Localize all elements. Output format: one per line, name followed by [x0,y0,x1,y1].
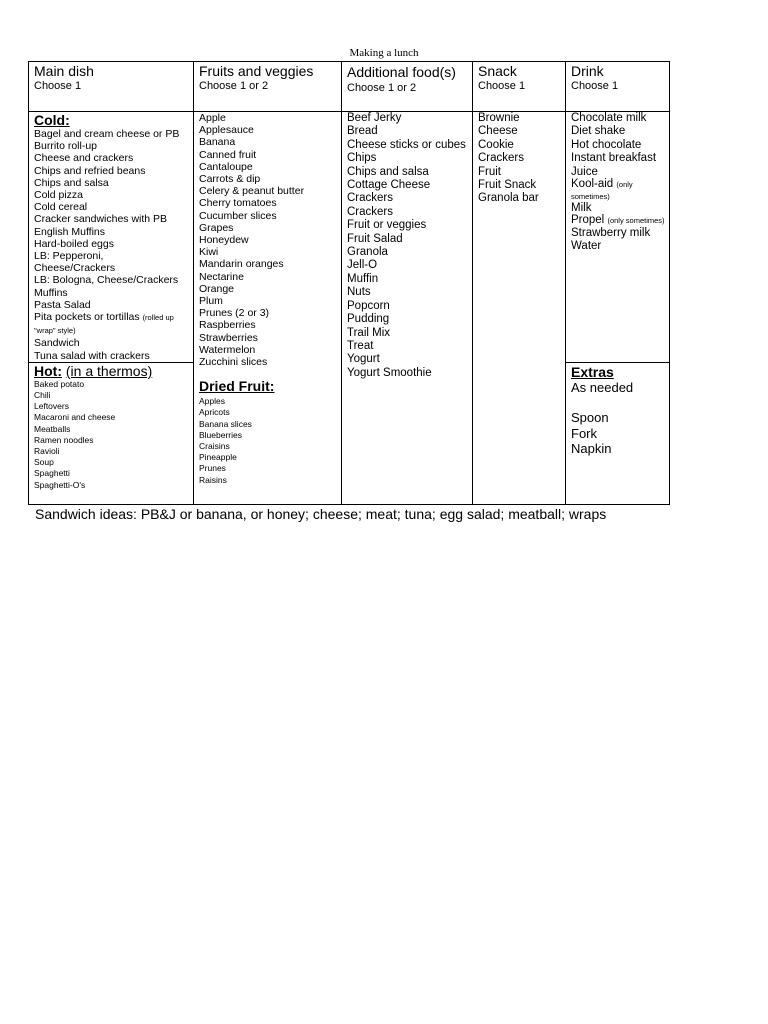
extras-list [571,380,669,457]
list-item: Spaghetti-O's [34,479,86,490]
column-title: Snack [478,63,517,79]
list-item: Cantaloupe [199,160,253,173]
list-item: Cold cereal [34,201,88,214]
list-item: Cracker sandwiches with PB [34,213,168,226]
pita-note: (rolled up "wrap" style) [34,313,174,336]
list-item: Apple [199,112,226,124]
list-item: Hot chocolate [571,138,642,151]
list-item: Juice [571,165,598,178]
list-item: Muffin [347,272,379,285]
column-subtitle: Choose 1 [571,80,619,92]
additional-foods-cell [342,112,473,505]
fruits-veggies-list [199,112,341,368]
column-title: Additional food(s) [347,64,456,80]
list-item: Canned fruit [199,148,257,161]
list-item: Trail Mix [347,326,391,339]
column-subtitle: Choose 1 [34,80,82,92]
list-item: Crackers [347,205,394,218]
list-item: Plum [199,295,223,308]
list-item: Bagel and cream cheese or PB [34,128,180,140]
list-item: Brownie [478,112,520,124]
list-item: Chips and salsa [34,176,109,189]
list-item: Fruit or veggies [347,219,427,232]
snack-cell [473,112,566,505]
list-item: Banana [199,136,236,149]
hot-cell [29,362,194,504]
list-item: Prunes [199,463,226,474]
list-item: Fruit Snack [478,179,537,192]
list-item: Carrots & dip [199,173,261,186]
spacer [571,395,669,410]
list-item: Raisins [199,474,227,485]
list-item: Fork [571,425,597,441]
list-item: Ravioli [34,446,60,457]
list-item: Chips [347,152,377,165]
list-item: Mandarin oranges [199,258,284,271]
list-item: Granola bar [478,192,539,205]
list-item: English Muffins [34,225,106,238]
list-item: LB: Pepperoni, [34,250,104,263]
lunch-table [28,61,670,505]
list-item: Kiwi [199,246,219,259]
list-item: Strawberry milk [571,226,651,239]
list-item: Napkin [571,441,612,457]
dried-fruit-title: Dried Fruit: [199,378,275,395]
header-snack [473,62,566,112]
pita-text: Pita pockets or tortillas [34,311,140,324]
list-item [571,179,669,202]
list-item: Milk [571,202,592,215]
page-title: Making a lunch [349,47,419,59]
list-item: Apricots [199,407,230,418]
header-main-dish [29,62,194,112]
list-item: Popcorn [347,299,390,312]
list-item: Treat [347,339,374,352]
propel-note: (only sometimes) [607,216,665,226]
list-item: Cold pizza [34,189,84,202]
list-item: Hard-boiled eggs [34,237,114,250]
hot-list [34,379,193,491]
list-item: Tuna salad with crackers [34,349,150,362]
list-item: Baked potato [34,378,85,389]
list-item: Muffins [34,286,68,299]
header-row [29,62,670,112]
list-item: Leftovers [34,401,69,412]
snack-list [478,112,565,206]
list-item: Granola [347,246,388,259]
header-drink [566,62,670,112]
koolaid-note: (only sometimes) [571,180,633,201]
list-item: Cheese sticks or cubes [347,138,466,151]
list-item: Orange [199,282,235,295]
cold-cell [29,112,194,363]
list-item: Spoon [571,410,609,426]
list-item: Chili [34,390,51,401]
column-title: Drink [571,63,604,79]
list-item: Cucumber slices [199,209,277,222]
list-item: Yogurt [347,353,380,366]
list-item: Chocolate milk [571,112,647,124]
extras-subtitle: As needed [571,379,634,395]
extras-title: Extras [571,363,614,380]
list-item: Pasta Salad [34,298,91,311]
hot-label: Hot: [34,362,62,379]
header-additional-foods [342,62,473,112]
list-item: Strawberries [199,331,258,344]
drink-cell [566,112,670,363]
list-item: Fruit [478,165,501,178]
list-item: Crackers [347,192,394,205]
list-item: Burrito roll-up [34,140,98,153]
column-subtitle: Choose 1 or 2 [199,80,269,92]
list-item: Cherry tomatoes [199,197,277,210]
list-item: Chips and salsa [347,165,429,178]
list-item: Beef Jerky [347,112,402,124]
list-item: Cheese and crackers [34,152,134,165]
list-item: Blueberries [199,429,242,440]
body-row-top [29,112,670,363]
list-item: Yogurt Smoothie [347,366,432,379]
koolaid-text: Kool-aid [571,178,614,191]
list-item: Banana slices [199,418,252,429]
list-item [571,215,669,227]
list-item: Crackers [478,152,525,165]
cold-title: Cold: [34,112,70,128]
list-item: Nuts [347,286,371,299]
list-item: Grapes [199,221,234,234]
dried-fruit-list [199,396,341,486]
list-item: Spaghetti [34,468,70,479]
additional-foods-list [347,112,472,380]
list-item: Prunes (2 or 3) [199,307,270,320]
list-item: Pineapple [199,452,237,463]
list-item: Macaroni and cheese [34,412,116,423]
list-item: Raspberries [199,319,256,332]
list-item [34,311,193,337]
header-fruits-veggies [194,62,342,112]
list-item: Zucchini slices [199,356,268,369]
list-item: Cheese/Crackers [34,262,116,275]
list-item: Diet shake [571,125,626,138]
list-item: Ramen noodles [34,434,94,445]
list-item: Soup [34,457,54,468]
hot-subtitle: (in a thermos) [65,362,153,379]
list-item: Fruit Salad [347,232,403,245]
column-title: Main dish [34,63,94,79]
column-subtitle: Choose 1 or 2 [347,82,417,94]
list-item: Honeydew [199,234,249,247]
list-item: Bread [347,125,378,138]
list-item: Sandwich [34,337,80,350]
list-item: LB: Bologna, Cheese/Crackers [34,274,179,287]
list-item: Chips and refried beans [34,164,146,177]
sandwich-ideas: Sandwich ideas: PB&J or banana, or honey; cheese; meat; tuna; egg salad; meatball; wraps [35,506,607,522]
list-item: Celery & peanut butter [199,185,305,198]
fruits-veggies-cell [194,112,342,505]
extras-cell [566,362,670,504]
list-item: Pudding [347,313,390,326]
list-item: Apples [199,396,225,407]
propel-text: Propel [571,214,605,227]
list-item: Applesauce [199,124,254,137]
list-item: Water [571,240,602,253]
list-item: Cookie [478,138,514,151]
cold-list [34,128,193,362]
column-subtitle: Choose 1 [478,80,526,92]
list-item: Jell-O [347,259,378,272]
hot-title [34,363,193,379]
list-item: Nectarine [199,270,244,283]
list-item: Cheese [478,125,518,138]
list-item: Watermelon [199,343,256,356]
list-item: Instant breakfast [571,152,657,165]
list-item: Cottage Cheese [347,179,431,192]
column-title: Fruits and veggies [199,63,314,79]
list-item: Craisins [199,441,230,452]
list-item: Meatballs [34,423,71,434]
drink-list [571,112,669,254]
